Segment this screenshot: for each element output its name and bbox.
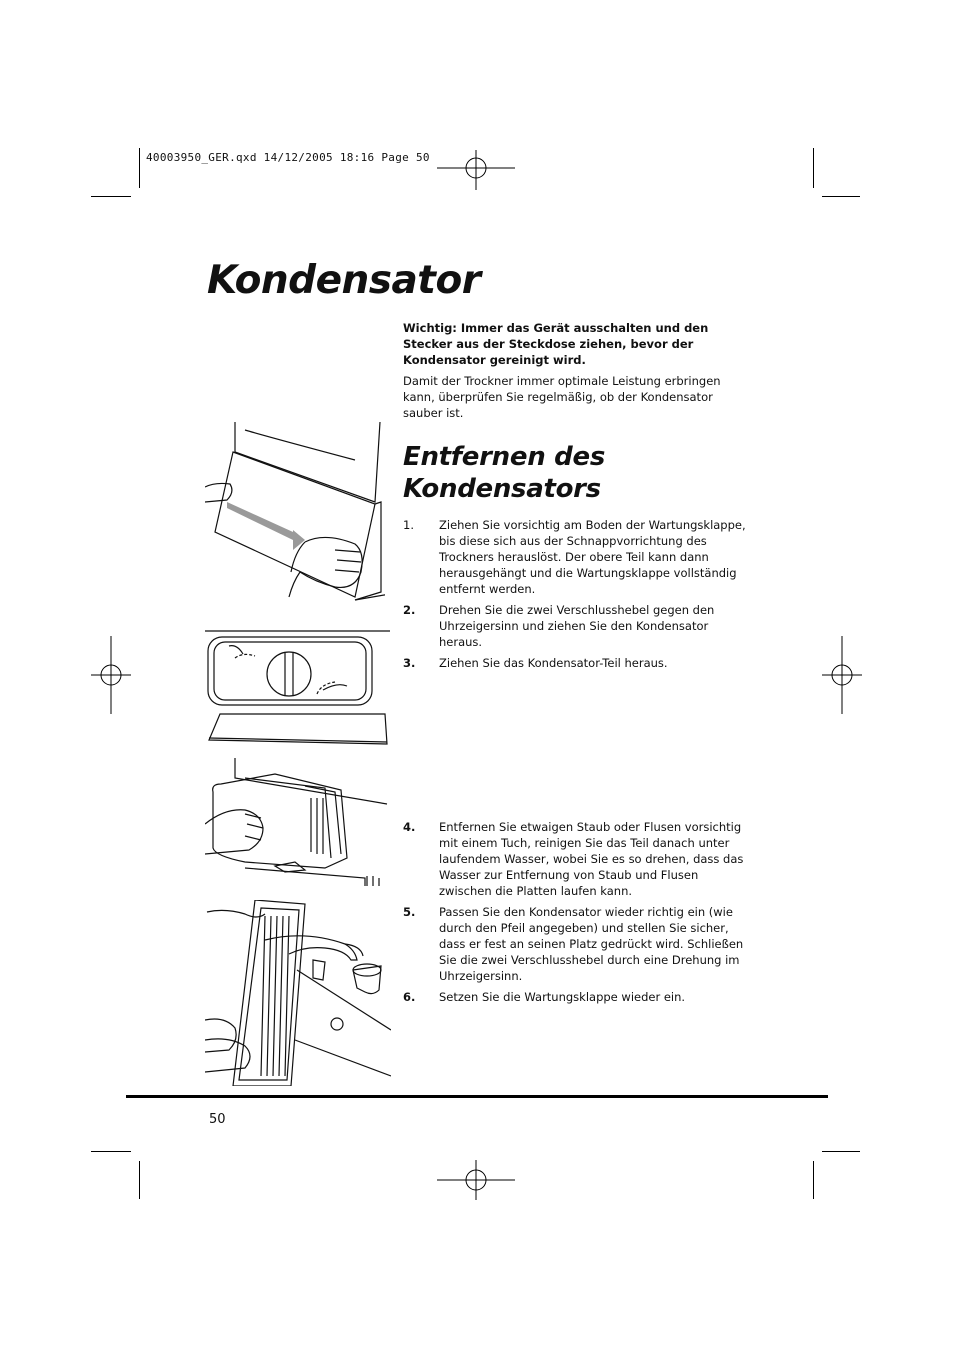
list-item: 1. Ziehen Sie vorsichtig am Boden der Wartungsklappe, bis diese sich aus der Schnappvorrichtung des Trockners herauslöst. Der obere Teil kann dann herausgehängt und die Wartungsklappe vollständig entfernt werden. [403,518,746,596]
list-item: 5. Passen Sie den Kondensator wieder richtig ein (wie durch den Pfeil angegeben) und stellen Sie sicher, dass er fest an seinen Platz gedrückt wird. Schließen Sie die zwei Verschlusshebel durch eine Drehung im Uhrzeigersinn. [403,905,744,983]
page-number: 50 [209,1112,226,1127]
list-item: 2. Drehen Sie die zwei Verschlusshebel gegen den Uhrzeigersinn und ziehen Sie den Kondensator heraus. [403,603,715,649]
footer-rule [126,1095,828,1098]
registration-mark-top-icon [437,150,515,190]
illustration-locking-levers [205,628,393,746]
illustration-rinse-condenser [205,900,391,1086]
list-item: 4. Entfernen Sie etwaigen Staub oder Flusen vorsichtig mit einem Tuch, reinigen Sie das Teil danach unter laufendem Wasser, wobei Sie es so drehen, dass das Wasser zur Entfernung von Staub und Flusen zwischen die Platten laufen kann. [403,820,744,898]
warning-text: Wichtig: Immer das Gerät ausschalten und den Stecker aus der Steckdose ziehen, bevor der Kondensator gereinigt wird. [403,321,709,367]
registration-mark-right-icon [822,636,862,714]
list-item: 3. Ziehen Sie das Kondensator-Teil heraus. [403,656,668,670]
illustration-pull-condenser [205,758,391,886]
list-item: 6. Setzen Sie die Wartungsklappe wieder ein. [403,990,686,1004]
section-heading: Entfernen des Kondensators [403,442,605,504]
intro-block [403,320,753,421]
print-slug: 40003950_GER.qxd 14/12/2005 18:16 Page 50 [146,151,430,164]
page-title: Kondensator [207,258,481,303]
registration-mark-bottom-icon [437,1160,515,1200]
steps-list-first [403,517,753,676]
steps-list-second [403,819,753,1010]
illustration-remove-panel [205,422,385,607]
intro-text: Damit der Trockner immer optimale Leistung erbringen kann, überprüfen Sie regelmäßig, ob der Kondensator sauber ist. [403,374,721,420]
registration-mark-left-icon [91,636,131,714]
